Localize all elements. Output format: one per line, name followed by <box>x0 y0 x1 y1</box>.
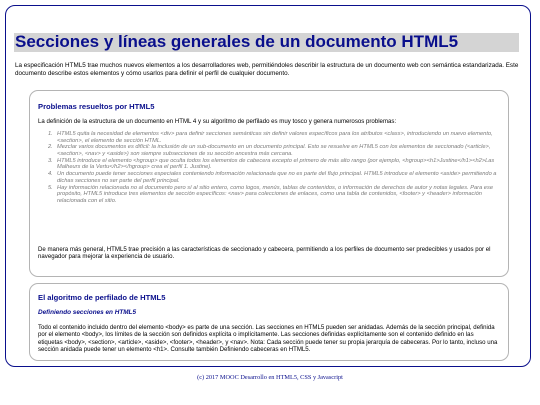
page-footer: (c) 2017 MOOC Desarrollo en HTML5, CSS y Javascript <box>197 374 343 381</box>
list-item-text: Un documento puede tener secciones especiales conteniendo información relacionada que no es parte del flujo principal. HTML5 introduce el elemento <aside> permitiendo a dichas secciones no ser parte del perfil principal. <box>57 171 497 184</box>
list-item-text: Hay información relacionada no al documento pero sí al sitio entero, como logos, menús, tablas de contenidos, o información de derechos de autor y notas legales. Para ese propósito, HTML5 introduce tres elementos de sección específicos: <nav> para colecciones de enlaces, como una tabla de contenidos, <footer> y <header> información relacionada con el sitio. <box>57 184 493 204</box>
list-item <box>48 185 498 205</box>
algorithm-section <box>29 283 509 361</box>
list-item-text: HTML5 introduce el elemento <hgroup> que oculta todos los elementos de cabecera excepto el primero de más alto rango (por ejemplo, <hgroup><h1>Justine</h1><h2>Las Malheurs de la Vertu</h2></hgroup> crea el perfil 1. Justine). <box>57 157 495 171</box>
list-item <box>48 144 498 157</box>
list-item-text: Mezclar varios documentos es difícil: la inclusión de un sub-documento en un documento principal. Esto se resuelve en HTML5 con los elementos de seccionado (<article>, <section>, <nav> y <aside>) son siempre subsecciones de su sección ancestra más cercana. <box>57 144 491 157</box>
problems-list <box>48 131 498 204</box>
list-item-number: 1. <box>48 131 53 137</box>
list-item-number: 5. <box>48 184 53 191</box>
list-item-number: 2. <box>48 144 53 151</box>
algorithm-subtitle: Definiendo secciones en HTML5 <box>38 309 137 316</box>
problems-conclusion: De manera más general, HTML5 trae precisión a las características de seccionado y cabecera, permitiendo a los perfiles de documento ser predecibles y usados por el navegador para mejorar la experiencia de usuario. <box>38 246 491 261</box>
list-item <box>48 171 498 184</box>
problems-section-title: Problemas resueltos por HTML5 <box>38 102 155 111</box>
algorithm-text: Todo el contenido incluido dentro del elemento <body> es parte de una sección. Las secciones en HTML5 pueden ser anidadas. Además de la sección principal, definida por el elemento <body>, los límites de la sección son definidos explícita o implícitamente. Las secciones definidas explícitamente son el contenido definido en las etiquetas <body>, <section>, <article>, <aside>, <footer>, <header>, y <nav>. Nota: Cada sección puede tener su propia jerarquía de cabeceras. Por lo tanto, incluso una sección anidada puede tener un elemento <h1>. Consulte también Definiendo cabeceras en HTML5. <box>38 324 498 353</box>
list-item <box>48 131 498 144</box>
problems-section <box>29 90 509 277</box>
list-item-number: 3. <box>48 157 53 164</box>
list-item <box>48 158 498 171</box>
list-item-number: 4. <box>48 171 53 178</box>
problems-intro: La definición de la estructura de un documento en HTML 4 y su algoritmo de perfilado es muy tosco y genera numerosos problemas: <box>38 118 397 125</box>
list-item-text: HTML5 quita la necesidad de elementos <div> para definir secciones semánticas sin definir valores específicos para los atributos <class>, introduciendo un nuevo elemento, <section>, el elemento de sección HTML. <box>57 131 493 144</box>
algorithm-section-title: El algoritmo de perfilado de HTML5 <box>38 293 166 302</box>
intro-paragraph: La especificación HTML5 trae muchos nuevos elementos a los desarrolladores web, permitiéndoles describir la estructura de un documento web con semántica estandarizada. Este documento describe estos elementos y cómo usarlos para definir el perfil de cualquier documento. <box>15 62 519 77</box>
page-title: Secciones y líneas generales de un documento HTML5 <box>15 32 459 51</box>
